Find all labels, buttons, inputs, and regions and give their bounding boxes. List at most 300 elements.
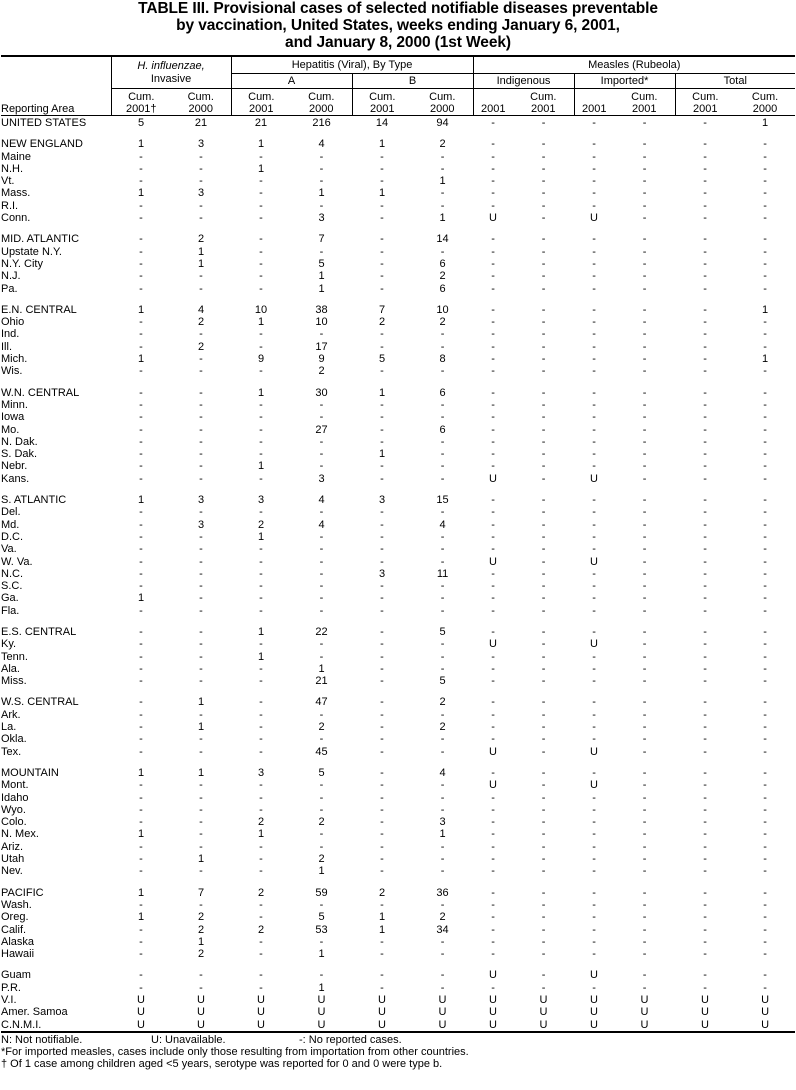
column-header: Cum. 2000	[412, 89, 473, 116]
value-cell: -	[259, 423, 263, 436]
value-cell: -	[491, 233, 495, 246]
value-cell: -	[259, 506, 263, 519]
spacer-row	[1, 960, 795, 969]
title-line-1: TABLE III. Provisional cases of selected notifiable diseases preventable	[138, 0, 658, 17]
reporting-area-cell: E.S. CENTRAL	[1, 625, 77, 638]
value-cell: -	[380, 592, 384, 605]
value-cell: -	[491, 580, 495, 593]
value-cell: U	[761, 994, 770, 1006]
value-cell: -	[763, 969, 767, 982]
value-cell: -	[642, 948, 647, 961]
value-cell: -	[703, 816, 707, 829]
reporting-area-cell: Wyo.	[1, 803, 26, 816]
value-cell: -	[541, 257, 546, 270]
value-cell: -	[592, 853, 596, 866]
value-cell: -	[259, 340, 263, 353]
value-cell: -	[139, 175, 143, 188]
table-row	[1, 675, 795, 687]
value-cell: -	[763, 162, 767, 175]
value-cell: -	[139, 721, 143, 734]
value-cell: -	[763, 567, 767, 580]
value-cell: -	[763, 448, 767, 461]
value-cell: 1	[318, 865, 325, 878]
value-cell: U	[640, 994, 649, 1006]
table-row	[1, 151, 795, 163]
table-row	[1, 387, 795, 399]
value-cell: -	[541, 853, 546, 866]
value-cell: 2	[318, 365, 325, 378]
value-cell: U	[701, 994, 709, 1006]
value-cell: -	[319, 650, 324, 663]
value-cell: 5	[318, 911, 325, 924]
value-cell: 8	[439, 353, 446, 366]
value-cell: -	[592, 604, 596, 617]
value-cell: -	[199, 411, 203, 424]
value-cell: -	[199, 638, 203, 651]
table-row	[1, 270, 795, 282]
value-cell: -	[592, 650, 596, 663]
table-row	[1, 212, 795, 224]
value-cell: 1	[439, 828, 446, 841]
value-cell: -	[541, 898, 546, 911]
value-cell: -	[703, 675, 707, 688]
table-row	[1, 696, 795, 708]
value-cell: -	[763, 948, 767, 961]
value-cell: U	[590, 745, 598, 758]
value-cell: -	[199, 175, 203, 188]
value-cell: -	[139, 365, 143, 378]
value-cell: -	[139, 435, 143, 448]
spacer-cell	[1, 295, 795, 304]
value-cell: 2	[257, 518, 265, 531]
value-cell: -	[703, 886, 707, 899]
value-cell: 2	[318, 721, 325, 734]
table-row	[1, 792, 795, 804]
reporting-area-cell: Md.	[1, 518, 20, 531]
value-cell: -	[642, 150, 647, 163]
value-cell: -	[491, 766, 495, 779]
value-cell: -	[703, 257, 707, 270]
value-cell: -	[139, 779, 143, 792]
value-cell: -	[703, 791, 707, 804]
value-cell: U	[257, 1006, 265, 1019]
value-cell: -	[491, 592, 495, 605]
table-row	[1, 187, 795, 199]
table-header	[1, 56, 795, 116]
value-cell: -	[703, 567, 707, 580]
value-cell: -	[319, 245, 324, 258]
value-cell: -	[440, 803, 445, 816]
value-cell: -	[259, 853, 263, 866]
value-cell: 21	[315, 675, 328, 688]
value-cell: -	[763, 662, 767, 675]
value-cell: -	[541, 638, 546, 651]
value-cell: -	[380, 675, 384, 688]
value-cell: -	[440, 969, 445, 982]
value-cell: -	[139, 282, 143, 295]
value-cell: -	[592, 923, 596, 936]
value-cell: -	[763, 791, 767, 804]
value-cell: -	[380, 233, 384, 246]
spacer-row	[1, 687, 795, 696]
reporting-area-cell: Nebr.	[1, 460, 28, 473]
value-cell: 5	[378, 353, 386, 366]
value-cell: -	[259, 638, 263, 651]
value-cell: 2	[197, 340, 205, 353]
reporting-area-cell: Upstate N.Y.	[1, 245, 62, 258]
value-cell: -	[199, 662, 203, 675]
value-cell: -	[380, 898, 384, 911]
value-cell: U	[489, 638, 497, 651]
value-cell: -	[199, 567, 203, 580]
value-cell: -	[491, 911, 495, 924]
table-row	[1, 853, 795, 865]
value-cell: -	[763, 650, 767, 663]
column-header: 2001	[574, 89, 614, 116]
footnote-legend	[1, 1034, 796, 1046]
value-cell: -	[703, 162, 707, 175]
value-cell: -	[380, 423, 384, 436]
value-cell: -	[642, 696, 647, 709]
value-cell: -	[139, 328, 143, 341]
value-cell: -	[139, 733, 143, 746]
value-cell: -	[380, 543, 384, 556]
value-cell: -	[642, 886, 647, 899]
value-cell: U	[171, 1019, 231, 1032]
value-cell: -	[763, 365, 767, 378]
value-cell: -	[541, 911, 546, 924]
value-cell: -	[592, 386, 596, 399]
value-cell: -	[139, 840, 143, 853]
value-cell: 3	[318, 212, 325, 225]
table-row	[1, 580, 795, 592]
value-cell: -	[139, 816, 143, 829]
indigenous-header: Indigenous	[473, 74, 574, 89]
value-cell: -	[703, 212, 707, 225]
value-cell: -	[592, 150, 596, 163]
value-cell: -	[592, 696, 596, 709]
value-cell: -	[592, 803, 596, 816]
value-cell: -	[139, 948, 143, 961]
reporting-area-cell: S.C.	[1, 580, 23, 593]
value-cell: 1	[197, 766, 205, 779]
column-header: Cum. 2001†	[111, 89, 171, 116]
table-row	[1, 328, 795, 340]
value-cell: -	[491, 981, 495, 994]
reporting-area-cell: Ill.	[1, 340, 12, 353]
value-cell: -	[763, 886, 767, 899]
footnote-unavailable: U: Unavailable.	[151, 1033, 226, 1046]
value-cell: -	[380, 865, 384, 878]
value-cell: -	[440, 745, 445, 758]
value-cell: 11	[436, 567, 449, 580]
value-cell: -	[491, 840, 495, 853]
value-cell: -	[491, 386, 495, 399]
value-cell: -	[139, 340, 143, 353]
value-cell: -	[541, 650, 546, 663]
spacer-row	[1, 485, 795, 494]
spacer-cell	[1, 617, 795, 626]
value-cell: -	[380, 969, 384, 982]
value-cell: -	[642, 245, 647, 258]
value-cell: -	[259, 969, 263, 982]
value-cell: -	[592, 175, 596, 188]
table-row	[1, 304, 795, 316]
value-cell: -	[642, 199, 647, 212]
value-cell: -	[380, 791, 384, 804]
value-cell: -	[642, 270, 647, 283]
value-cell: 7	[197, 886, 205, 899]
table-row	[1, 506, 795, 518]
value-cell: -	[703, 199, 707, 212]
reporting-area-cell: Nev.	[1, 865, 23, 878]
value-cell: -	[592, 828, 596, 841]
value-cell: -	[703, 935, 707, 948]
value-cell: -	[592, 721, 596, 734]
value-cell: -	[703, 745, 707, 758]
value-cell: -	[440, 411, 445, 424]
value-cell: -	[763, 580, 767, 593]
value-cell: -	[763, 840, 767, 853]
value-cell: -	[139, 580, 143, 593]
value-cell: -	[199, 212, 203, 225]
reporting-area-cell: Idaho	[1, 791, 29, 804]
value-cell: -	[139, 865, 143, 878]
value-cell: -	[592, 316, 596, 329]
value-cell: -	[380, 580, 384, 593]
value-cell: -	[139, 923, 143, 936]
value-cell: -	[763, 282, 767, 295]
value-cell: -	[380, 696, 384, 709]
value-cell: 14	[375, 117, 389, 129]
value-cell: -	[703, 923, 707, 936]
value-cell: -	[642, 567, 647, 580]
value-cell: U	[590, 969, 598, 982]
table-row	[1, 200, 795, 212]
value-cell: -	[642, 386, 647, 399]
table-row	[1, 982, 795, 994]
reporting-area-header: Reporting Area	[1, 56, 111, 116]
column-headers	[1, 89, 795, 116]
value-cell: -	[763, 472, 767, 485]
value-cell: -	[139, 791, 143, 804]
value-cell: -	[139, 969, 143, 982]
value-cell: 4	[197, 303, 205, 316]
value-cell: -	[703, 506, 707, 519]
value-cell: -	[491, 625, 495, 638]
value-cell: -	[380, 212, 384, 225]
value-cell: -	[592, 353, 596, 366]
value-cell: -	[380, 638, 384, 651]
value-cell: -	[440, 150, 445, 163]
value-cell: -	[541, 543, 546, 556]
value-cell: 2	[197, 948, 205, 961]
value-cell: -	[199, 282, 203, 295]
value-cell: -	[440, 555, 445, 568]
value-cell: 3	[197, 518, 205, 531]
value-cell: -	[592, 567, 596, 580]
reporting-area-cell: Miss.	[1, 675, 27, 688]
value-cell: -	[259, 865, 263, 878]
value-cell: -	[139, 745, 143, 758]
value-cell: -	[259, 791, 263, 804]
value-cell: -	[763, 708, 767, 721]
value-cell: -	[642, 353, 647, 366]
value-cell: -	[440, 530, 445, 543]
value-cell: -	[259, 696, 263, 709]
reporting-area-cell: N. Mex.	[1, 828, 39, 841]
value-cell: -	[541, 340, 546, 353]
value-cell: -	[763, 340, 767, 353]
value-cell: -	[541, 282, 546, 295]
value-cell: -	[199, 435, 203, 448]
value-cell: -	[541, 398, 546, 411]
value-cell: -	[541, 935, 546, 948]
value-cell: -	[491, 650, 495, 663]
column-header: Cum. 2000	[735, 89, 795, 116]
value-cell: -	[592, 865, 596, 878]
value-cell: -	[703, 828, 707, 841]
value-cell: -	[491, 506, 495, 519]
value-cell: U	[197, 994, 205, 1006]
value-cell: -	[642, 745, 647, 758]
value-cell: 6	[439, 386, 446, 399]
value-cell: U	[614, 1019, 675, 1032]
value-cell: -	[199, 460, 203, 473]
reporting-area-cell: W. Va.	[1, 555, 33, 568]
value-cell: -	[199, 592, 203, 605]
value-cell: -	[703, 245, 707, 258]
value-cell: -	[592, 460, 596, 473]
value-cell: -	[139, 530, 143, 543]
column-header: Cum. 2001	[352, 89, 412, 116]
value-cell: -	[491, 328, 495, 341]
reporting-area-cell: S. Dak.	[1, 448, 38, 461]
value-cell: -	[592, 303, 596, 316]
value-cell: 6	[439, 282, 446, 295]
value-cell: -	[541, 969, 546, 982]
value-cell: -	[319, 969, 324, 982]
title-line-2: by vaccination, United States, weeks ending January 6, 2001,	[176, 17, 620, 34]
value-cell: -	[642, 898, 647, 911]
value-cell: U	[590, 638, 598, 651]
value-cell: 34	[436, 923, 449, 936]
value-cell: -	[763, 199, 767, 212]
value-cell: -	[259, 435, 263, 448]
value-cell: 1	[257, 316, 265, 329]
value-cell: 1	[378, 448, 386, 461]
spacer-row	[1, 758, 795, 767]
value-cell: -	[380, 365, 384, 378]
value-cell: -	[380, 803, 384, 816]
value-cell: -	[199, 506, 203, 519]
value-cell: -	[491, 117, 495, 129]
value-cell: -	[592, 162, 596, 175]
value-cell: -	[642, 638, 647, 651]
table-row	[1, 911, 795, 923]
reporting-area-cell: Pa.	[1, 282, 18, 295]
value-cell: -	[139, 162, 143, 175]
value-cell: -	[139, 423, 143, 436]
value-cell: 3	[318, 472, 325, 485]
value-cell: 1	[137, 828, 145, 841]
value-cell: -	[440, 398, 445, 411]
value-cell: -	[199, 365, 203, 378]
value-cell: -	[491, 257, 495, 270]
value-cell: 1	[257, 530, 265, 543]
table-row	[1, 556, 795, 568]
value-cell: -	[703, 460, 707, 473]
value-cell: -	[592, 245, 596, 258]
value-cell: 2	[257, 886, 265, 899]
reporting-area-cell: Oreg.	[1, 911, 29, 924]
value-cell: 1	[318, 187, 325, 200]
value-cell: -	[703, 435, 707, 448]
value-cell: -	[703, 803, 707, 816]
reporting-area-cell: Ind.	[1, 328, 20, 341]
value-cell: 2	[318, 816, 325, 829]
value-cell: -	[319, 779, 324, 792]
value-cell: 4	[318, 138, 325, 151]
table-row	[1, 592, 795, 604]
reporting-area-cell: Maine	[1, 150, 31, 163]
value-cell: 1	[197, 245, 205, 258]
value-cell: -	[259, 675, 263, 688]
value-cell: -	[139, 212, 143, 225]
value-cell: -	[491, 435, 495, 448]
value-cell: -	[440, 865, 445, 878]
value-cell: -	[541, 592, 546, 605]
value-cell: 1	[761, 303, 769, 316]
value-cell: -	[139, 935, 143, 948]
value-cell: -	[440, 853, 445, 866]
value-cell: 1	[378, 138, 386, 151]
reporting-area-cell: Kans.	[1, 472, 30, 485]
value-cell: -	[491, 675, 495, 688]
value-cell: -	[592, 625, 596, 638]
value-cell: -	[703, 187, 707, 200]
table-row	[1, 733, 795, 745]
value-cell: U	[378, 994, 386, 1006]
reporting-area-cell: NEW ENGLAND	[1, 138, 83, 151]
reporting-area-cell: UNITED STATES	[1, 117, 87, 129]
value-cell: -	[380, 245, 384, 258]
value-cell: -	[541, 779, 546, 792]
value-cell: -	[541, 981, 546, 994]
spacer-row	[1, 295, 795, 304]
value-cell: -	[541, 791, 546, 804]
value-cell: -	[491, 245, 495, 258]
value-cell: -	[319, 840, 324, 853]
value-cell: -	[642, 816, 647, 829]
value-cell: -	[592, 935, 596, 948]
value-cell: U	[489, 745, 497, 758]
value-cell: 1	[257, 460, 265, 473]
value-cell: U	[317, 1006, 326, 1019]
value-cell: 27	[315, 423, 328, 436]
value-cell: -	[259, 472, 263, 485]
value-cell: -	[763, 270, 767, 283]
reporting-area-cell: E.N. CENTRAL	[1, 303, 77, 316]
value-cell: -	[642, 257, 647, 270]
value-cell: U	[137, 1006, 145, 1019]
value-cell: U	[489, 555, 497, 568]
footnote-not-notifiable: N: Not notifiable.	[1, 1033, 83, 1046]
value-cell: -	[139, 981, 143, 994]
table-body	[1, 116, 795, 1032]
value-cell: -	[642, 828, 647, 841]
table-row	[1, 969, 795, 981]
